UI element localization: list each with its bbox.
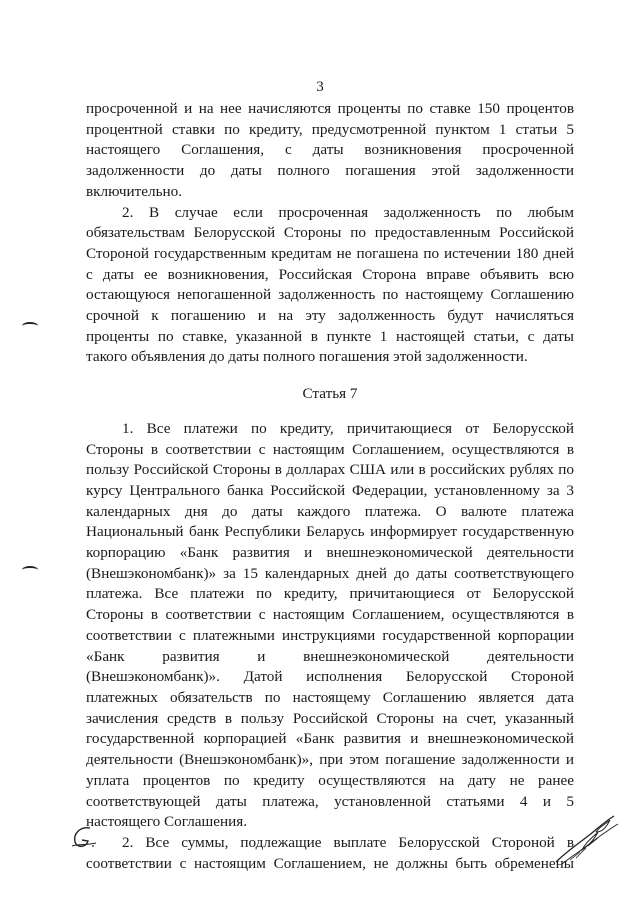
text-line: 2. В случае если просроченная задолженность по любым <box>122 203 574 221</box>
document-body <box>86 99 574 874</box>
text-line: включительно. <box>86 182 183 200</box>
text-line: настоящего Соглашения. <box>86 813 247 831</box>
text-line: Стороны в соответствии с настоящим Соглашением, осуществляются в <box>86 440 574 458</box>
text-line: остающуюся непогашенной задолженность по настоящему Соглашению <box>86 286 574 304</box>
handwritten-signature <box>552 812 622 867</box>
text-line: процентной ставки по кредиту, предусмотренной пунктом 1 статьи 5 <box>86 120 574 138</box>
text-line: (Внешэкономбанк)» за 15 календарных дней до даты соответствующего <box>86 564 574 582</box>
text-line: 1. Все платежи по кредиту, причитающиеся от Белорусской <box>122 419 574 437</box>
text-line: Стороной государственным кредитам не погашена по истечении 180 дней <box>86 244 574 262</box>
text-line: государственной корпорацией «Банк развития и внешнеэкономической <box>86 730 574 748</box>
text-line: задолженности до даты полного погашения этой задолженности <box>86 162 574 180</box>
text-line: с даты ее возникновения, Российская Сторона вправе объявить всю <box>86 265 574 283</box>
text-line: курсу Центрального банка Российской Федерации, установленному за 3 <box>86 481 574 499</box>
text-line: деятельности (Внешэкономбанк)», при этом погашение задолженности и <box>86 751 574 769</box>
punch-hole-mark <box>22 322 38 330</box>
page-number: 3 <box>316 79 324 95</box>
paragraph-clause-2 <box>86 203 574 369</box>
text-line: обязательствам Белорусской Стороны по предоставленным Российской <box>86 224 574 242</box>
article-heading: Статья 7 <box>302 385 358 403</box>
text-line: уплата процентов по кредиту осуществляются на дату не ранее <box>86 771 574 789</box>
text-line: такого объявления до даты полного погашения этой задолженности. <box>86 348 528 366</box>
text-line: срочной к погашению и на эту задолженность будут начисляться <box>86 307 574 325</box>
text-line: «Банк развития и внешнеэкономической деятельности <box>86 647 574 665</box>
text-line: настоящего Соглашения, с даты возникновения просроченной <box>86 141 574 159</box>
handwritten-initials <box>70 824 98 850</box>
text-line: проценты по ставке, указанной в пункте 1 настоящей статьи, с даты <box>86 327 574 345</box>
text-line: зачисления средств в пользу Российской Стороны на счет, указанный <box>86 709 574 727</box>
paragraph-article7-clause-1 <box>86 419 574 833</box>
text-line: корпорацию «Банк развития и внешнеэкономической деятельности <box>86 544 574 562</box>
text-line: (Внешэкономбанк)». Датой исполнения Белорусской Стороной <box>86 668 574 686</box>
text-line: платежных обязательств по настоящему Соглашению является дата <box>86 688 574 706</box>
text-line: 2. Все суммы, подлежащие выплате Белорусской Стороной в <box>122 833 574 851</box>
punch-hole-mark <box>22 566 38 574</box>
text-line: соответствии с настоящим Соглашением, не должны быть обременены <box>86 854 574 872</box>
text-line: календарных дня до даты каждого платежа. О валюте платежа <box>86 502 574 520</box>
text-line: соответствии с платежными инструкциями государственной корпорации <box>86 626 574 644</box>
text-line: пользу Российской Стороны в долларах США или в российских рублях по <box>86 461 574 479</box>
paragraph-continuation <box>86 99 574 203</box>
text-line: платежа. Все платежи по кредиту, причитающиеся от Белорусской <box>86 585 574 603</box>
text-line: Национальный банк Республики Беларусь информирует государственную <box>86 523 574 541</box>
text-line: просроченной и на нее начисляются проценты по ставке 150 процентов <box>86 100 574 117</box>
text-line: соответствующей даты платежа, установленной статьями 4 и 5 <box>86 792 574 810</box>
text-line: Стороны в соответствии с настоящим Соглашением, осуществляются в <box>86 606 574 624</box>
paragraph-article7-clause-2 <box>86 833 574 874</box>
